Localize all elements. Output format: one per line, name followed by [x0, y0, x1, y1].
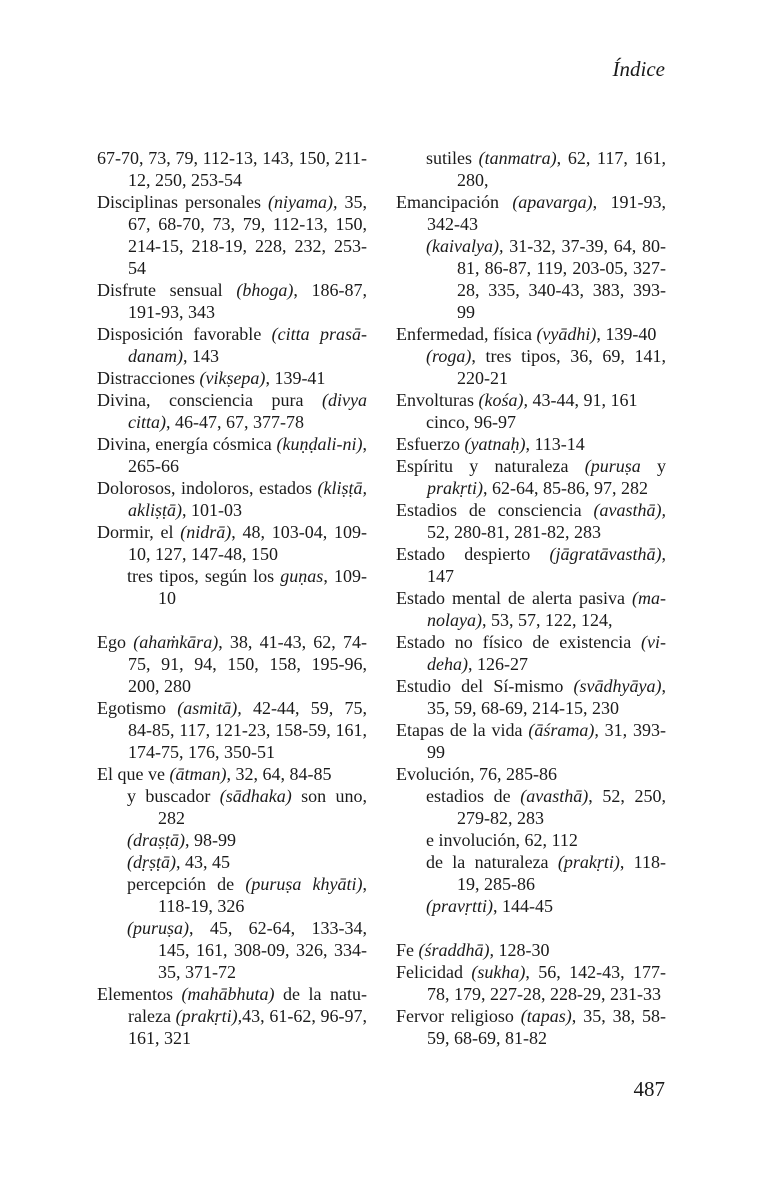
entry-text: , 62-64, 85-86, 97, 282 [483, 478, 648, 498]
sanskrit-term: (jāgratāvasthā) [549, 544, 662, 564]
sanskrit-term: (mahābhuta) [181, 984, 275, 1004]
sanskrit-term: (nidrā) [180, 522, 232, 542]
entry-text: cinco, 96-97 [426, 412, 516, 432]
index-subentry [97, 785, 367, 829]
index-entry [396, 499, 666, 543]
index-subentry [97, 917, 367, 983]
entry-text: , tres tipos, 36, 69, 141, 220-21 [457, 346, 666, 388]
sanskrit-term: (yatnaḥ) [464, 434, 526, 454]
page-number: 487 [633, 1077, 665, 1101]
entry-text: Disciplinas personales [97, 192, 268, 212]
sanskrit-term: (ma-nolaya) [427, 588, 666, 630]
entry-text: , 126-27 [467, 654, 528, 674]
index-subentry [396, 345, 666, 389]
sanskrit-term: (avasthā), [593, 500, 666, 520]
entry-text: Evolución, 76, 285-86 [396, 764, 557, 784]
entry-text: 31-32, 37-39, 64, 80-81, 86-87, 119, 203-05, 327-28, 335, 340-43, 383, 393-99 [457, 236, 666, 322]
sanskrit-term: (asmitā), [177, 698, 242, 718]
entry-text: Disposición favorable [97, 324, 272, 344]
entry-text: 52, 280-81, 281-82, 283 [427, 522, 601, 542]
index-subentry [396, 147, 666, 191]
sanskrit-term: (puruṣa) [127, 918, 189, 938]
entry-text: percepción de [127, 874, 246, 894]
entry-text: , 147 [427, 544, 666, 586]
index-entry [97, 477, 367, 521]
entry-text: , 52, 250, 279-82, 283 [457, 786, 666, 828]
entry-text: Disfrute sensual [97, 280, 237, 300]
index-subentry [396, 895, 666, 917]
index-subentry [396, 785, 666, 829]
sanskrit-term: (tanmatra) [478, 148, 557, 168]
sanskrit-term: (citta prasā-danam) [128, 324, 367, 366]
sanskrit-term: (roga) [426, 346, 472, 366]
sanskrit-term: (svādhyāya) [573, 676, 662, 696]
entry-text: Emancipación [396, 192, 513, 212]
entry-text: 42-44, 59, 75, 84-85, 117, 121-23, 158-59, 161, 174-75, 176, 350-51 [128, 698, 367, 762]
entry-text: , 53, 57, 122, 124, [481, 610, 613, 630]
index-entry [97, 521, 367, 565]
entry-text: , 191-93, 342-43 [427, 192, 666, 234]
entry-text: , 143 [183, 346, 219, 366]
index-subentry [97, 851, 367, 873]
sanskrit-term: (tapas) [520, 1006, 572, 1026]
entry-text: Ego [97, 632, 134, 652]
index-subentry [97, 873, 367, 917]
sanskrit-term: (bhoga) [236, 280, 294, 300]
entry-text: 31, 393-99 [427, 720, 667, 762]
entry-text: , 98-99 [185, 830, 236, 850]
entry-text: , 113-14 [525, 434, 585, 454]
entry-text: Envolturas [396, 390, 479, 410]
index-subentry [97, 565, 367, 609]
entry-text: Distracciones [97, 368, 200, 388]
sanskrit-term: (puruṣa khyāti) [245, 874, 363, 894]
sanskrit-term: (draṣṭā) [127, 830, 185, 850]
index-entry [97, 697, 367, 763]
sanskrit-term: (apavarga) [512, 192, 593, 212]
index-entry [396, 961, 666, 1005]
entry-text: Enfermedad, física [396, 324, 537, 344]
entry-text: e involución, 62, 112 [426, 830, 578, 850]
sanskrit-term: (ātman) [169, 764, 227, 784]
entry-text: , 43, 45 [176, 852, 230, 872]
entry-text: 35, 67, 68-70, 73, 79, 112-13, 150, 214-15, 218-19, 228, 232, 253-54 [128, 192, 367, 278]
entry-text: Fervor religioso [396, 1006, 521, 1026]
sanskrit-term: guṇas [280, 566, 324, 586]
entry-text: Divina, consciencia pura [97, 390, 323, 410]
index-entry [97, 367, 367, 389]
index-entry [97, 433, 367, 477]
entry-text: estadios de [426, 786, 521, 806]
index-entry [396, 389, 666, 411]
entry-text: tres tipos, según los [127, 566, 281, 586]
entry-text: y buscador [127, 786, 220, 806]
entry-text: Felicidad [396, 962, 472, 982]
entry-text: , 38, 41-43, 62, 74-75, 91, 94, 150, 158, 195-96, 200, 280 [128, 632, 367, 696]
entry-text: y [640, 456, 666, 476]
index-entry [396, 587, 666, 631]
sanskrit-term: (puruṣa [584, 456, 641, 476]
sanskrit-term: (kliṣṭā, akliṣṭā) [128, 478, 367, 520]
entry-text: , 62, 117, 161, 280, [457, 148, 666, 190]
entry-text: de la naturaleza [426, 852, 558, 872]
index-entry [396, 323, 666, 345]
sanskrit-term: (prakṛti), [175, 1006, 243, 1026]
entry-text: Estado despierto [396, 544, 550, 564]
sanskrit-term: (niyama), [268, 192, 338, 212]
index-entry [97, 191, 367, 279]
entry-text: , 56, 142-43, 177-78, 179, 227-28, 228-29, 231-33 [427, 962, 666, 1004]
index-entry [396, 719, 666, 763]
index-entry [396, 543, 666, 587]
entry-gap [97, 609, 367, 631]
index-entry [396, 675, 666, 719]
sanskrit-term: (sādhaka) [219, 786, 292, 806]
entry-text: El que ve [97, 764, 170, 784]
index-entry [97, 147, 367, 191]
sanskrit-term: prakṛti) [427, 478, 483, 498]
sanskrit-term: (śraddhā), [418, 940, 494, 960]
entry-text: Esfuerzo [396, 434, 465, 454]
index-subentry [396, 851, 666, 895]
index-subentry [396, 829, 666, 851]
index-column-left [97, 147, 367, 1049]
index-entry [97, 763, 367, 785]
entry-text: Espíritu y naturaleza [396, 456, 585, 476]
index-entry [396, 455, 666, 499]
entry-text: Dormir, el [97, 522, 181, 542]
entry-text: Elementos [97, 984, 182, 1004]
entry-text: , 45, 62-64, 133-34, 145, 161, 308-09, 326, 334-35, 371-72 [158, 918, 367, 982]
entry-text: Estadios de consciencia [396, 500, 594, 520]
sanskrit-term: (āśrama), [528, 720, 599, 740]
sanskrit-term: (ahaṁkāra) [133, 632, 219, 652]
entry-text: , 118-19, 326 [158, 874, 367, 916]
sanskrit-term: (avasthā) [520, 786, 589, 806]
entry-text: , 101-03 [182, 500, 242, 520]
index-entry [396, 939, 666, 961]
entry-text: Estado no físico de existencia [396, 632, 642, 652]
entry-text: , 109-10 [158, 566, 368, 608]
entry-text: Egotismo [97, 698, 178, 718]
index-subentry [97, 829, 367, 851]
sanskrit-term: (pravṛtti) [426, 896, 493, 916]
entry-text: Estudio del Sí-mismo [396, 676, 574, 696]
sanskrit-term: (dṛṣṭā) [127, 852, 176, 872]
entry-text: , 118-19, 285-86 [457, 852, 666, 894]
entry-text: , 139-40 [596, 324, 657, 344]
entry-text: Etapas de la vida [396, 720, 529, 740]
entry-text: , 35, 59, 68-69, 214-15, 230 [427, 676, 666, 718]
index-entry [396, 763, 666, 785]
entry-text: son uno, 282 [158, 786, 367, 828]
index-entry [97, 389, 367, 433]
index-entry [396, 1005, 666, 1049]
index-subentry [396, 411, 666, 433]
entry-text: , 46-47, 67, 377-78 [166, 412, 304, 432]
entry-text: , 186-87, 191-93, 343 [128, 280, 367, 322]
entry-text: Fe [396, 940, 419, 960]
sanskrit-term: (vi-deha) [427, 632, 666, 674]
sanskrit-term: (kuṇḍali-ni) [276, 434, 363, 454]
sanskrit-term: (kaivalya), [426, 236, 504, 256]
entry-text: 43-44, 91, 161 [527, 390, 638, 410]
entry-text: , 48, 103-04, 109-10, 127, 147-48, 150 [128, 522, 367, 564]
running-header: Índice [612, 57, 665, 81]
entry-text: Dolorosos, indoloros, estados [97, 478, 318, 498]
index-entry [396, 191, 666, 235]
entry-text: , 32, 64, 84-85 [226, 764, 332, 784]
sanskrit-term: (vyādhi) [536, 324, 597, 344]
index-entry [97, 279, 367, 323]
sanskrit-term: (sukha) [471, 962, 526, 982]
entry-text: , 265-66 [128, 434, 367, 476]
index-entry [97, 631, 367, 697]
index-entry [97, 323, 367, 367]
entry-gap [396, 917, 666, 939]
index-entry [396, 631, 666, 675]
entry-text: sutiles [426, 148, 479, 168]
entry-text: Divina, energía cósmica [97, 434, 277, 454]
index-entry [97, 983, 367, 1049]
entry-text: 128-30 [494, 940, 550, 960]
entry-text: , 144-45 [493, 896, 553, 916]
entry-text: Estado mental de alerta pasiva [396, 588, 632, 608]
sanskrit-term: (divya citta) [128, 390, 367, 432]
entry-text: , 35, 38, 58-59, 68-69, 81-82 [427, 1006, 667, 1048]
index-column-right [396, 147, 666, 1049]
index-entry [396, 433, 666, 455]
entry-text: de la natu-raleza [128, 984, 367, 1026]
entry-text: 43, 61-62, 96-97, 161, 321 [128, 1006, 367, 1048]
entry-text: , 139-41 [265, 368, 326, 388]
entry-text: 67-70, 73, 79, 112-13, 143, 150, 211-12, 250, 253-54 [97, 148, 367, 190]
index-subentry [396, 235, 666, 323]
sanskrit-term: (vikṣepa) [199, 368, 266, 388]
sanskrit-term: (prakṛti) [557, 852, 620, 872]
sanskrit-term: (kośa), [478, 390, 528, 410]
